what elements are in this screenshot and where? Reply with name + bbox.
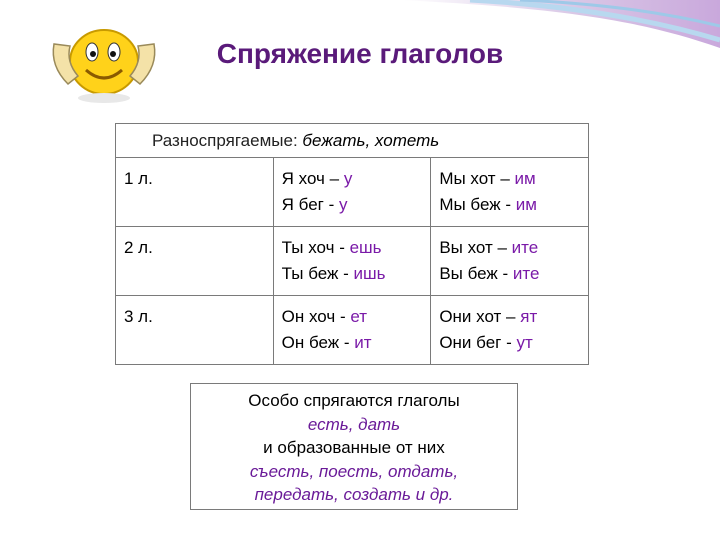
ending: им <box>515 195 537 214</box>
table-header-cell <box>116 124 589 158</box>
table-header-row <box>116 124 589 158</box>
ending: ит <box>354 333 372 352</box>
note-line: и образованные от них <box>263 438 445 457</box>
conjugation-line <box>439 330 582 356</box>
conjugation-line <box>439 192 582 218</box>
ending: ишь <box>353 264 386 283</box>
stem: Он беж - <box>281 333 355 352</box>
stem: Ты хоч - <box>281 238 350 257</box>
stem: Вы беж - <box>439 264 513 283</box>
stem: Я хоч – <box>281 169 344 188</box>
ending: у <box>338 195 348 214</box>
singular-cell <box>273 227 431 296</box>
singular-cell <box>273 158 431 227</box>
note-example-line: есть, дать <box>307 414 401 434</box>
table-row <box>116 227 589 296</box>
conjugation-line <box>439 166 582 192</box>
smiley-icon <box>48 14 160 106</box>
note-line: Особо спрягаются глаголы <box>248 391 460 410</box>
plural-cell <box>431 158 589 227</box>
conjugation-line <box>282 304 425 330</box>
conjugation-line <box>439 261 582 287</box>
conjugation-line <box>282 330 425 356</box>
stem: Я бег - <box>281 195 339 214</box>
table-row <box>116 296 589 365</box>
stem: Они хот – <box>439 307 521 326</box>
stem: Они бег - <box>439 333 517 352</box>
note-example-line: съесть, поесть, отдать, <box>249 461 459 481</box>
plural-cell <box>431 296 589 365</box>
ending: им <box>514 169 536 188</box>
person-cell: 3 л. <box>116 296 274 365</box>
stem: Мы хот – <box>439 169 515 188</box>
stem: Вы хот – <box>439 238 512 257</box>
stem: Он хоч - <box>281 307 351 326</box>
conjugation-table <box>115 123 589 365</box>
note-example-line: передать, создать и др. <box>254 485 454 504</box>
ending: ут <box>516 333 533 352</box>
conjugation-line <box>439 304 582 330</box>
ending: ешь <box>349 238 382 257</box>
conjugation-line <box>439 235 582 261</box>
person-cell: 1 л. <box>116 158 274 227</box>
table-row <box>116 158 589 227</box>
conjugation-line <box>282 192 425 218</box>
stem: Ты беж - <box>281 264 354 283</box>
conjugation-line <box>282 261 425 287</box>
header-label: Разноспрягаемые: <box>152 131 303 150</box>
person-cell: 2 л. <box>116 227 274 296</box>
ending: ите <box>512 264 540 283</box>
ending: у <box>343 169 353 188</box>
special-conjugation-note <box>190 383 518 510</box>
page-title: Спряжение глаголов <box>216 38 504 69</box>
conjugation-line <box>282 235 425 261</box>
header-verbs: бежать, хотеть <box>302 131 440 150</box>
stem: Мы беж - <box>439 195 516 214</box>
conjugation-line <box>282 166 425 192</box>
ending: ите <box>511 238 539 257</box>
plural-cell <box>431 227 589 296</box>
ending: ят <box>520 307 538 326</box>
singular-cell <box>273 296 431 365</box>
ending: ет <box>350 307 368 326</box>
